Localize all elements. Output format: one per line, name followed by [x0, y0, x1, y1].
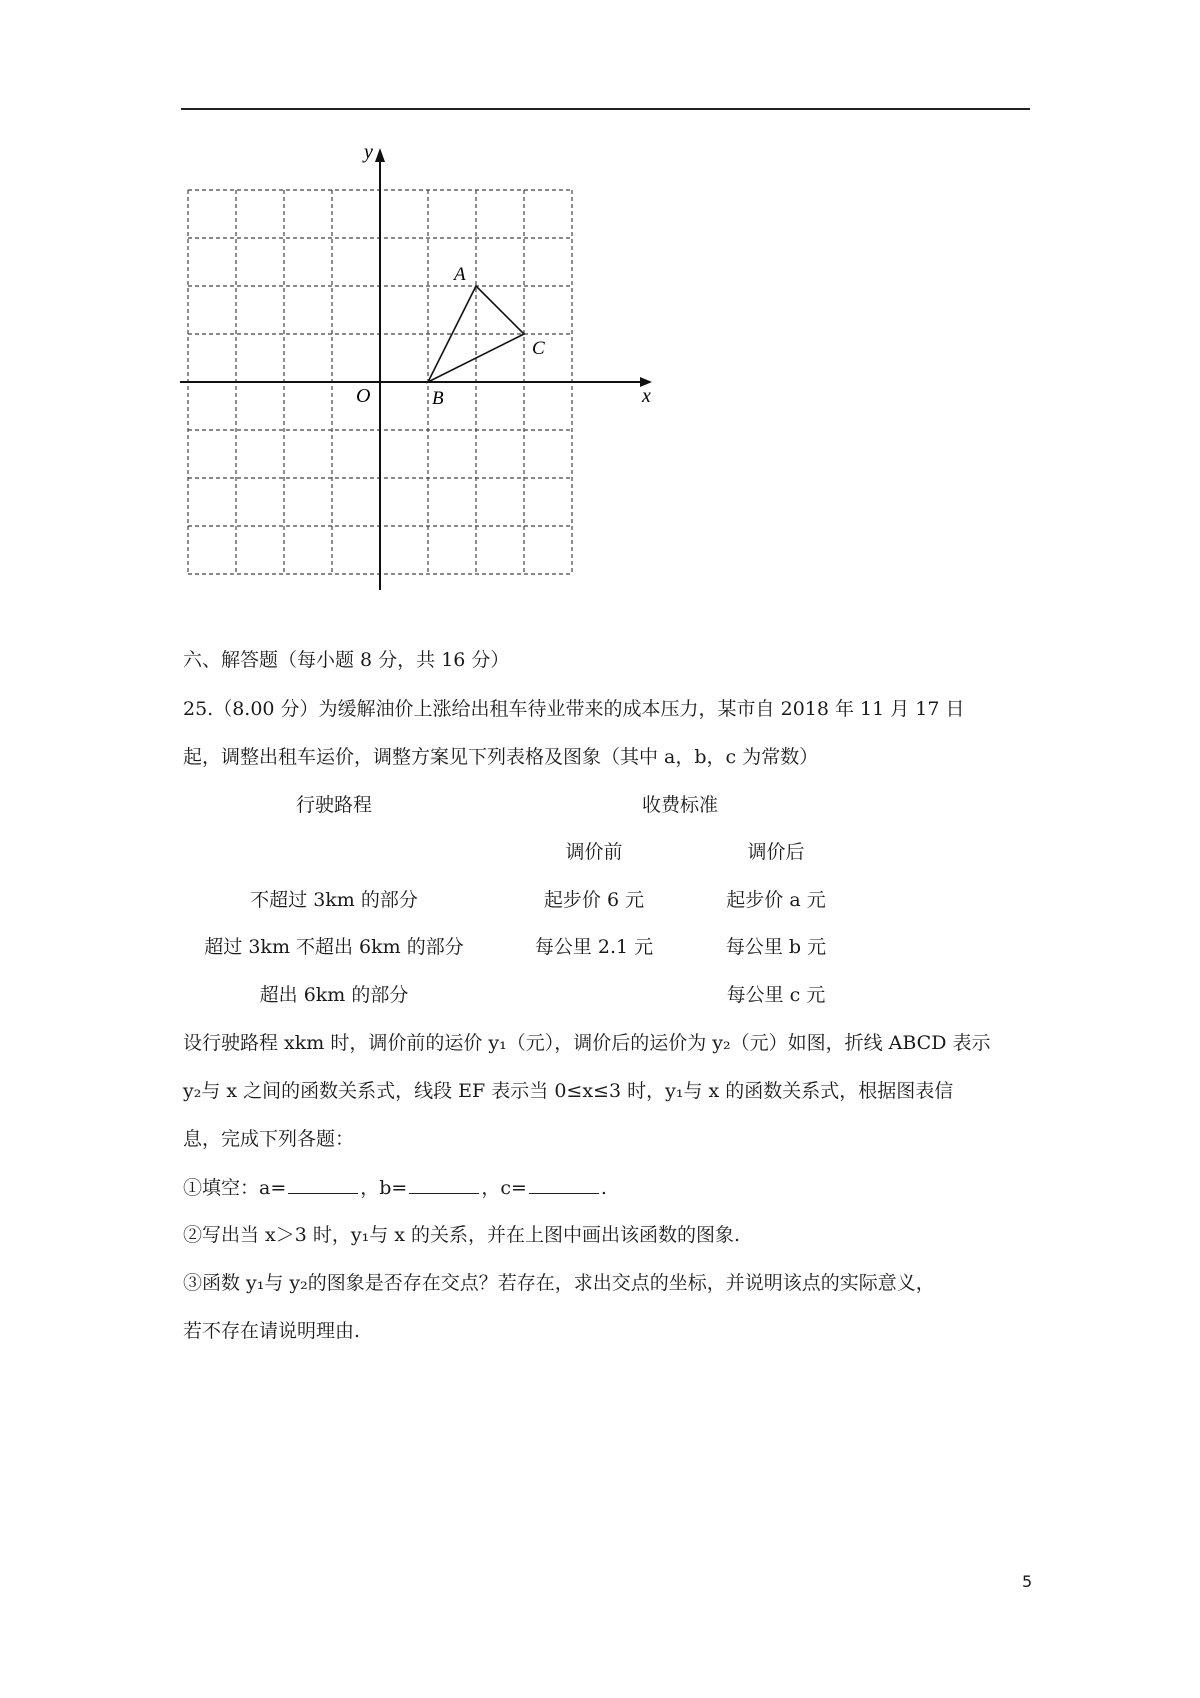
x-axis-label: x	[642, 385, 651, 407]
point-a-label: A	[454, 264, 466, 285]
table-header-after: 调价后	[747, 841, 805, 863]
table-row-2-after: 每公里 b 元	[725, 936, 827, 958]
question-1-b-label: ，b=	[360, 1177, 408, 1199]
problem-intro-line-2: 起，调整出租车运价，调整方案见下列表格及图象（其中 a，b，c 为常数）	[183, 746, 819, 768]
y-axis-arrow	[375, 148, 385, 162]
point-b-label: B	[432, 388, 444, 409]
answer-blank-a[interactable]	[288, 1175, 358, 1194]
page-number: 5	[1022, 1572, 1033, 1591]
question-1-end: .	[600, 1177, 607, 1199]
question-2: ②写出当 x＞3 时，y₁与 x 的关系，并在上图中画出该函数的图象.	[183, 1224, 741, 1246]
table-header-fee-standard: 收费标准	[641, 794, 719, 816]
table-row-1-distance: 不超过 3km 的部分	[250, 889, 418, 911]
problem-intro-line-1: 25.（8.00 分）为缓解油价上涨给出租车待业带来的成本压力，某市自 2018 年 11 月 17 日	[183, 698, 965, 720]
table-row-3-distance: 超出 6km 的部分	[259, 984, 409, 1006]
table-row-1-before: 起步价 6 元	[543, 889, 645, 911]
answer-blank-b[interactable]	[409, 1175, 479, 1194]
y-axis-label: y	[364, 141, 373, 163]
header-rule	[181, 108, 1030, 110]
coordinate-grid-figure	[170, 140, 670, 600]
section-title: 六、解答题（每小题 8 分，共 16 分）	[183, 649, 510, 671]
question-3-line-1: ③函数 y₁与 y₂的图象是否存在交点？若存在，求出交点的坐标，并说明该点的实际意义，	[183, 1272, 935, 1294]
table-row-3-after: 每公里 c 元	[726, 984, 826, 1006]
description-line-3: 息，完成下列各题：	[183, 1128, 355, 1150]
question-1-c-label: ，c=	[481, 1177, 527, 1199]
question-1-prefix: ①填空：a=	[183, 1177, 287, 1199]
description-line-2: y₂与 x 之间的函数关系式，线段 EF 表示当 0≤x≤3 时，y₁与 x 的函数关系式，根据图表信	[183, 1080, 954, 1102]
table-header-distance: 行驶路程	[295, 794, 373, 816]
question-3-line-2: 若不存在请说明理由.	[183, 1320, 361, 1342]
origin-label: O	[356, 385, 371, 407]
table-row-1-after: 起步价 a 元	[726, 889, 826, 911]
table-header-before: 调价前	[565, 841, 623, 863]
table-row-2-distance: 超过 3km 不超出 6km 的部分	[204, 936, 464, 958]
table-row-2-before: 每公里 2.1 元	[534, 936, 654, 958]
question-1	[183, 1175, 607, 1200]
point-c-label: C	[532, 338, 545, 359]
answer-blank-c[interactable]	[529, 1175, 599, 1194]
description-line-1: 设行驶路程 xkm 时，调价前的运价 y₁（元），调价后的运价为 y₂（元）如图，折线 ABCD 表示	[183, 1032, 991, 1054]
